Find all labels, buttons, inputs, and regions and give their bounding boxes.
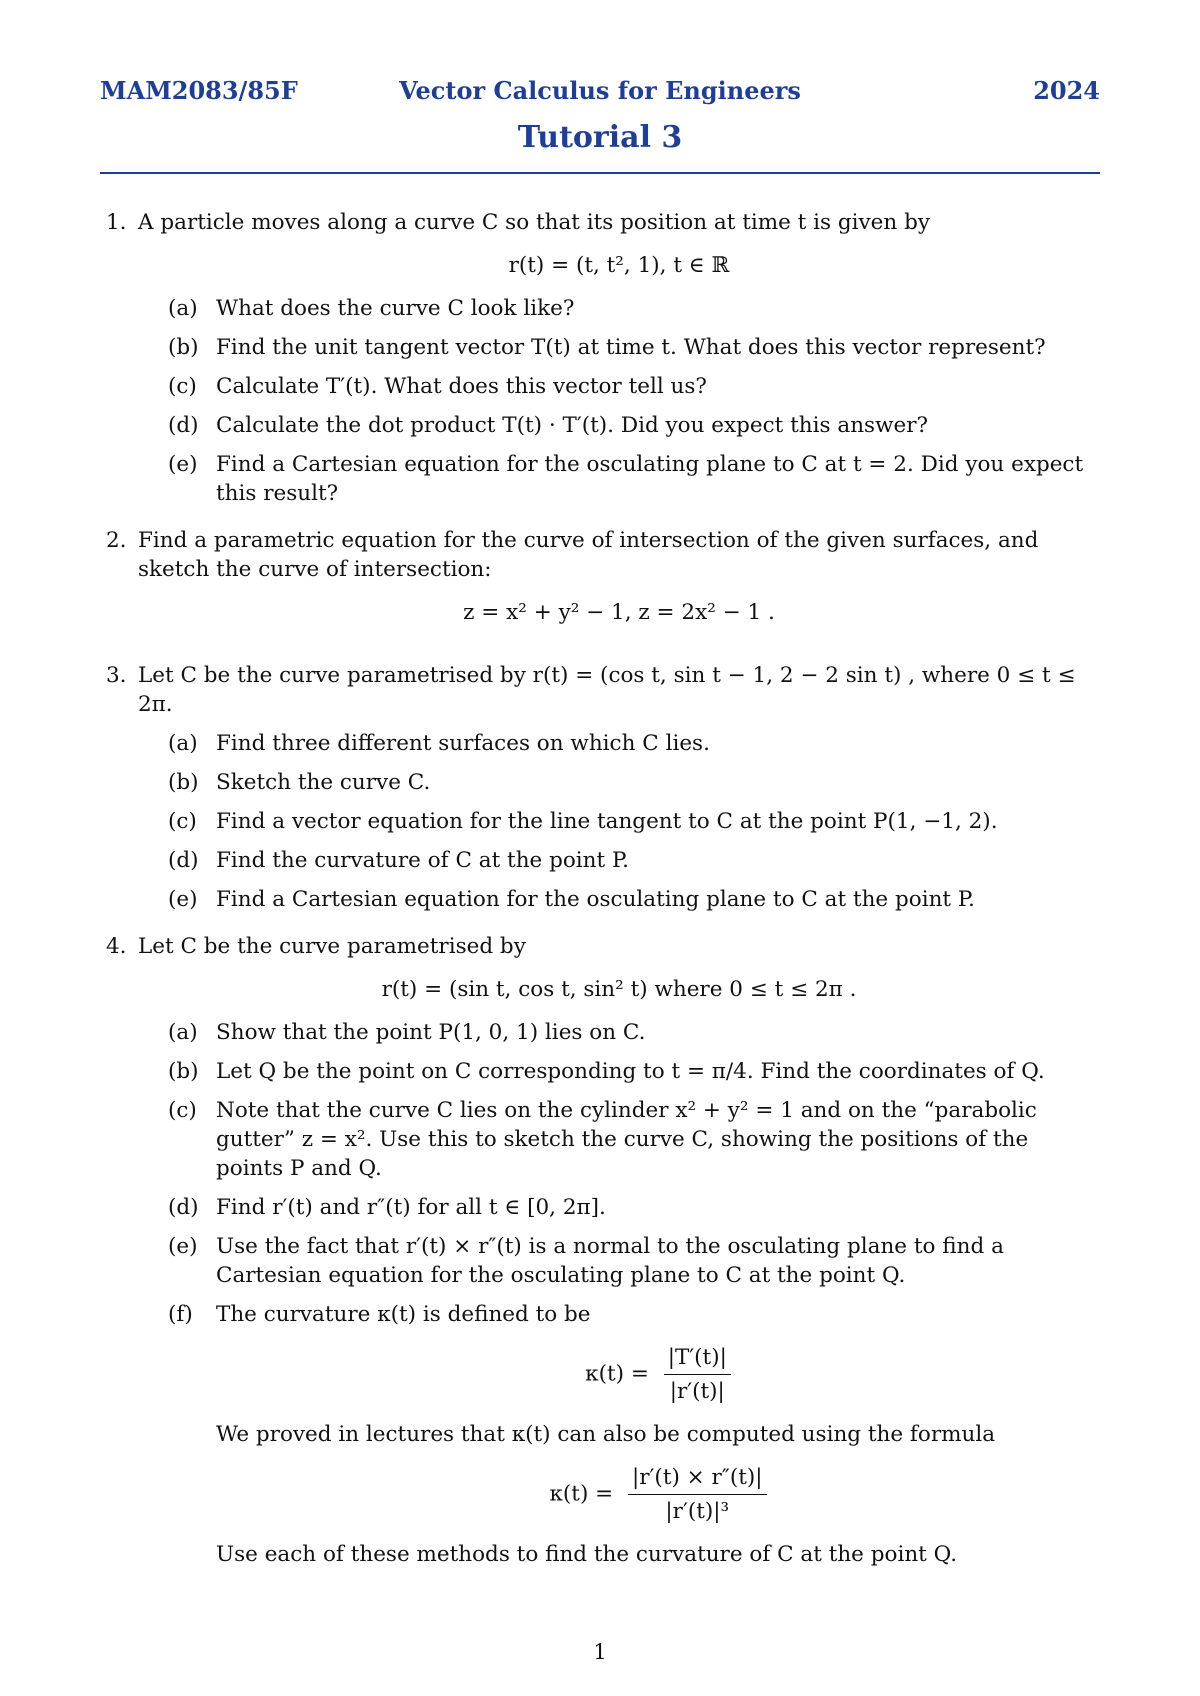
page-header (0, 70, 1200, 110)
question-2 (100, 526, 1100, 627)
part-text: Find r′(t) and r″(t) for all t ∈ [0, 2π]. (216, 1195, 606, 1220)
question-text: A particle moves along a curve C so that its position at time t is given by (138, 210, 930, 235)
numerator: |r′(t) × r″(t)| (628, 1463, 766, 1495)
formula-lhs: κ(t) = (585, 1361, 649, 1387)
part-label: (e) (168, 887, 198, 912)
part-a (138, 729, 1100, 758)
part-label: (f) (168, 1302, 193, 1327)
tutorial-title: Tutorial 3 (517, 120, 683, 155)
part-text: Find the unit tangent vector T(t) at time t. What does this vector represent? (216, 335, 1046, 360)
question-text: Find a parametric equation for the curve of intersection of the given surfaces, and sketch the curve of intersection: (138, 528, 1039, 582)
question-4 (100, 932, 1100, 1569)
fraction (664, 1343, 731, 1406)
part-c (138, 372, 1100, 401)
question-number: 4. (106, 934, 127, 959)
part-label: (b) (168, 335, 199, 360)
part-label: (c) (168, 374, 197, 399)
part-text: Find three different surfaces on which C lies. (216, 731, 710, 756)
fraction (628, 1463, 766, 1526)
part-label: (a) (168, 1020, 198, 1045)
question-number: 1. (106, 210, 127, 235)
denominator: |r′(t)| (669, 1379, 725, 1404)
part-label: (e) (168, 452, 198, 477)
part-e (138, 450, 1100, 508)
part-text: Find a Cartesian equation for the osculating plane to C at the point P. (216, 887, 975, 912)
part-label: (d) (168, 848, 199, 873)
question-number: 2. (106, 528, 127, 553)
part-label: (a) (168, 296, 198, 321)
part-text: Sketch the curve C. (216, 770, 431, 795)
equation: z = x² + y² − 1, z = 2x² − 1 . (463, 600, 775, 625)
question-text: Let C be the curve parametrised by (138, 934, 526, 959)
tutorial-content (100, 208, 1100, 1587)
question-1 (100, 208, 1100, 508)
part-text: Use the fact that r′(t) × r″(t) is a normal to the osculating plane to find a Cartesian equation for the osculating plane to C at the point Q. (216, 1234, 1004, 1288)
curvature-formula-2 (216, 1463, 1100, 1526)
part-label: (e) (168, 1234, 198, 1259)
part-f (138, 1300, 1100, 1569)
part-text: The curvature κ(t) is defined to be (216, 1302, 591, 1327)
part-d (138, 846, 1100, 875)
numerator: |T′(t)| (664, 1343, 731, 1375)
part-label: (c) (168, 809, 197, 834)
part-text: Let Q be the point on C corresponding to t = π/4. Find the coordinates of Q. (216, 1059, 1045, 1084)
formula-lhs: κ(t) = (549, 1481, 614, 1507)
part-text: What does the curve C look like? (216, 296, 575, 321)
part-a (138, 1018, 1100, 1047)
part-text: Find a Cartesian equation for the osculating plane to C at t = 2. Did you expect this result? (216, 452, 1084, 506)
part-c (138, 807, 1100, 836)
equation: r(t) = (t, t², 1), t ∈ ℝ (508, 253, 730, 278)
part-text-3: Use each of these methods to find the curvature of C at the point Q. (216, 1542, 958, 1567)
part-label: (d) (168, 413, 199, 438)
denominator: |r′(t)|³ (665, 1499, 730, 1524)
part-label: (d) (168, 1195, 199, 1220)
curvature-formula-1 (216, 1343, 1100, 1406)
part-text: Show that the point P(1, 0, 1) lies on C. (216, 1020, 646, 1045)
part-text: Note that the curve C lies on the cylinder x² + y² = 1 and on the “parabolic gutter” z = x². Use this to sketch the curve C, showing the positions of the points P and Q. (216, 1098, 1037, 1181)
page-number: 1 (593, 1640, 607, 1664)
question-text: Let C be the curve parametrised by r(t) = (cos t, sin t − 1, 2 − 2 sin t) , where 0 ≤ t ≤ 2π. (138, 663, 1076, 717)
question-number: 3. (106, 663, 127, 688)
part-a (138, 294, 1100, 323)
part-label: (a) (168, 731, 198, 756)
part-label: (b) (168, 770, 199, 795)
part-text: Find the curvature of C at the point P. (216, 848, 629, 873)
part-text-2: We proved in lectures that κ(t) can also be computed using the formula (216, 1422, 996, 1447)
part-text: Calculate T′(t). What does this vector tell us? (216, 374, 707, 399)
part-b (138, 768, 1100, 797)
part-d (138, 1193, 1100, 1222)
part-e (138, 885, 1100, 914)
part-text: Find a vector equation for the line tangent to C at the point P(1, −1, 2). (216, 809, 998, 834)
question-3 (100, 661, 1100, 914)
part-b (138, 333, 1100, 362)
part-e (138, 1232, 1100, 1290)
part-text: Calculate the dot product T(t) · T′(t). Did you expect this answer? (216, 413, 929, 438)
equation: r(t) = (sin t, cos t, sin² t) where 0 ≤ t ≤ 2π . (381, 977, 857, 1002)
year: 2024 (1033, 76, 1100, 105)
part-d (138, 411, 1100, 440)
part-b (138, 1057, 1100, 1086)
part-c (138, 1096, 1100, 1183)
part-label: (c) (168, 1098, 197, 1123)
course-title: Vector Calculus for Engineers (399, 76, 801, 105)
course-code: MAM2083/85F (100, 76, 298, 105)
part-label: (b) (168, 1059, 199, 1084)
header-rule (100, 172, 1100, 174)
